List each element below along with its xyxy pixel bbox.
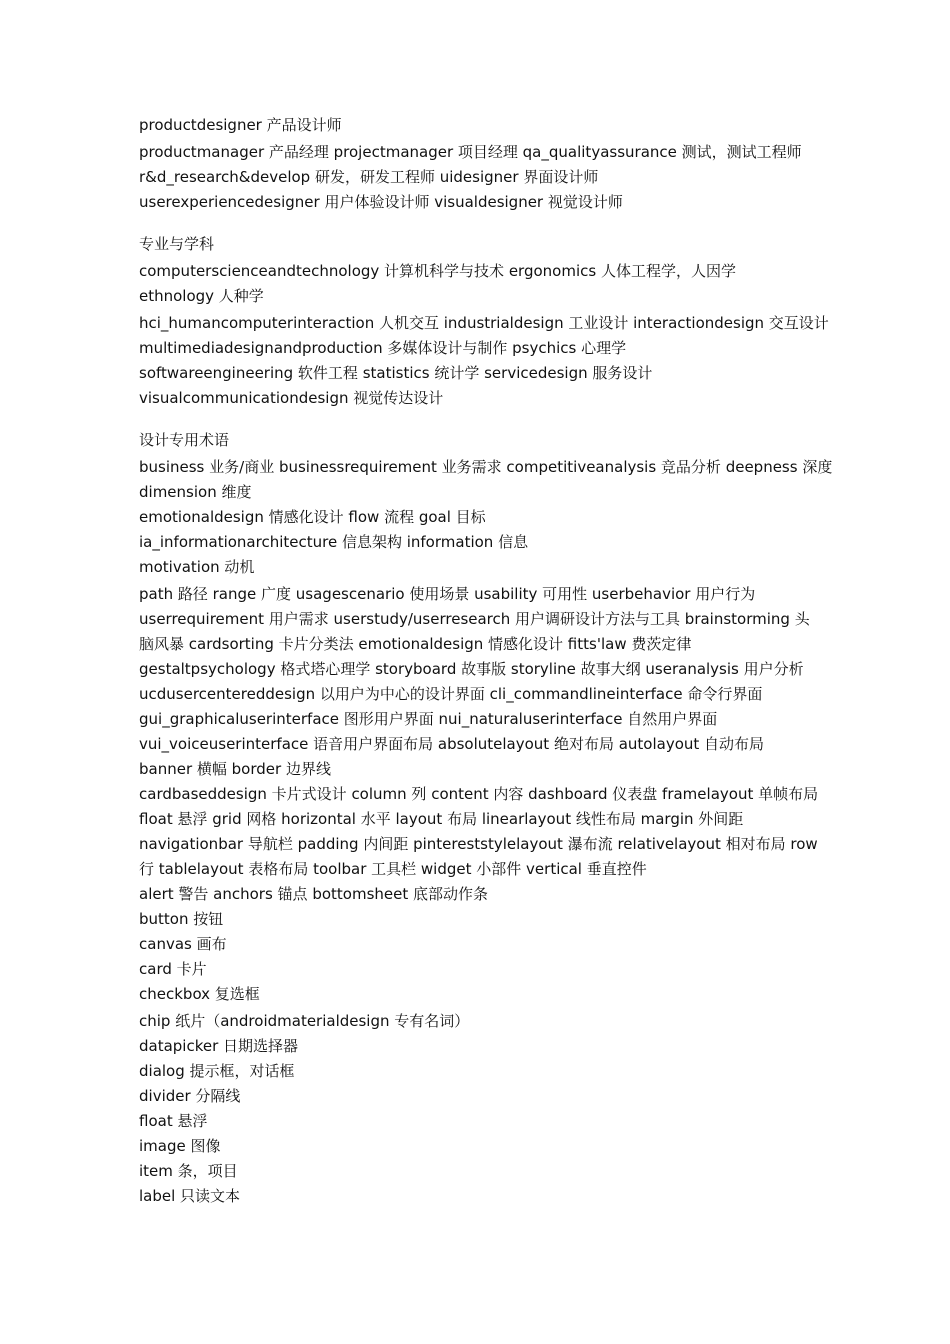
text-line: dialog 提示框，对话框 [139, 1062, 295, 1080]
text-line: 行 tablelayout 表格布局 toolbar 工具栏 widget 小部件 vertical 垂直控件 [139, 860, 647, 878]
section-gap [139, 215, 829, 232]
text-line: ia_informationarchitecture 信息架构 information 信息 [139, 533, 529, 551]
text-line: motivation 动机 [139, 558, 255, 576]
text-line: canvas 画布 [139, 935, 227, 953]
paragraph [139, 455, 833, 580]
text-line: card 卡片 [139, 960, 207, 978]
text-line: checkbox 复选框 [139, 985, 260, 1003]
text-line: datapicker 日期选择器 [139, 1037, 299, 1055]
text-line: business 业务/商业 businessrequirement 业务需求 competitiveanalysis 竞品分析 deepness 深度 [139, 458, 833, 476]
text-line: productmanager 产品经理 projectmanager 项目经理 qa_qualityassurance 测试，测试工程师 [139, 143, 802, 161]
section [139, 113, 829, 215]
text-line: visualcommunicationdesign 视觉传达设计 [139, 389, 444, 407]
text-line: multimediadesignandproduction 多媒体设计与制作 psychics 心理学 [139, 339, 627, 357]
paragraph [139, 259, 829, 309]
paragraph [139, 582, 829, 1007]
text-line: cardbaseddesign 卡片式设计 column 列 content 内容 dashboard 仪表盘 framelayout 单帧布局 [139, 785, 819, 803]
section [139, 428, 833, 1209]
section-gap [139, 411, 829, 428]
section [139, 232, 829, 411]
text-line: alert 警告 anchors 锚点 bottomsheet 底部动作条 [139, 885, 488, 903]
text-line: label 只读文本 [139, 1187, 241, 1205]
text-line: vui_voiceuserinterface 语音用户界面布局 absolutelayout 绝对布局 autolayout 自动布局 [139, 735, 765, 753]
text-line: computerscienceandtechnology 计算机科学与技术 ergonomics 人体工程学，人因学 [139, 262, 736, 280]
text-line: float 悬浮 [139, 1112, 208, 1130]
text-line: banner 横幅 border 边界线 [139, 760, 331, 778]
text-line: image 图像 [139, 1137, 221, 1155]
paragraph [139, 113, 829, 138]
section-title: 专业与学科 [139, 235, 215, 253]
text-line: float 悬浮 grid 网格 horizontal 水平 layout 布局 linearlayout 线性布局 margin 外间距 [139, 810, 744, 828]
text-line: ucdusercentereddesign 以用户为中心的设计界面 cli_commandlineinterface 命令行界面 [139, 685, 763, 703]
text-line: divider 分隔线 [139, 1087, 241, 1105]
paragraph [139, 140, 829, 215]
text-line: hci_humancomputerinteraction 人机交互 industrialdesign 工业设计 interactiondesign 交互设计 [139, 314, 829, 332]
text-line: userexperiencedesigner 用户体验设计师 visualdesigner 视觉设计师 [139, 193, 623, 211]
text-line: emotionaldesign 情感化设计 flow 流程 goal 目标 [139, 508, 486, 526]
text-line: chip 纸片（androidmaterialdesign 专有名词） [139, 1012, 470, 1030]
text-line: productdesigner 产品设计师 [139, 116, 342, 134]
text-line: button 按钮 [139, 910, 224, 928]
text-line: gui_graphicaluserinterface 图形用户界面 nui_naturaluserinterface 自然用户界面 [139, 710, 718, 728]
text-line: path 路径 range 广度 usagescenario 使用场景 usability 可用性 userbehavior 用户行为 [139, 585, 756, 603]
text-line: 脑风暴 cardsorting 卡片分类法 emotionaldesign 情感化设计 fitts'law 费茨定律 [139, 635, 692, 653]
paragraph [139, 1009, 829, 1209]
text-line: gestaltpsychology 格式塔心理学 storyboard 故事版 storyline 故事大纲 useranalysis 用户分析 [139, 660, 804, 678]
document-page [139, 113, 833, 1209]
text-line: softwareengineering 软件工程 statistics 统计学 servicedesign 服务设计 [139, 364, 653, 382]
text-line: dimension 维度 [139, 483, 252, 501]
text-line: userrequirement 用户需求 userstudy/userresearch 用户调研设计方法与工具 brainstorming 头 [139, 610, 810, 628]
text-line: ethnology 人种学 [139, 287, 264, 305]
text-line: navigationbar 导航栏 padding 内间距 pintereststylelayout 瀑布流 relativelayout 相对布局 row [139, 835, 818, 853]
section-title: 设计专用术语 [139, 431, 230, 449]
text-line: item 条，项目 [139, 1162, 238, 1180]
text-line: r&d_research&develop 研发，研发工程师 uidesigner 界面设计师 [139, 168, 599, 186]
paragraph [139, 311, 829, 411]
